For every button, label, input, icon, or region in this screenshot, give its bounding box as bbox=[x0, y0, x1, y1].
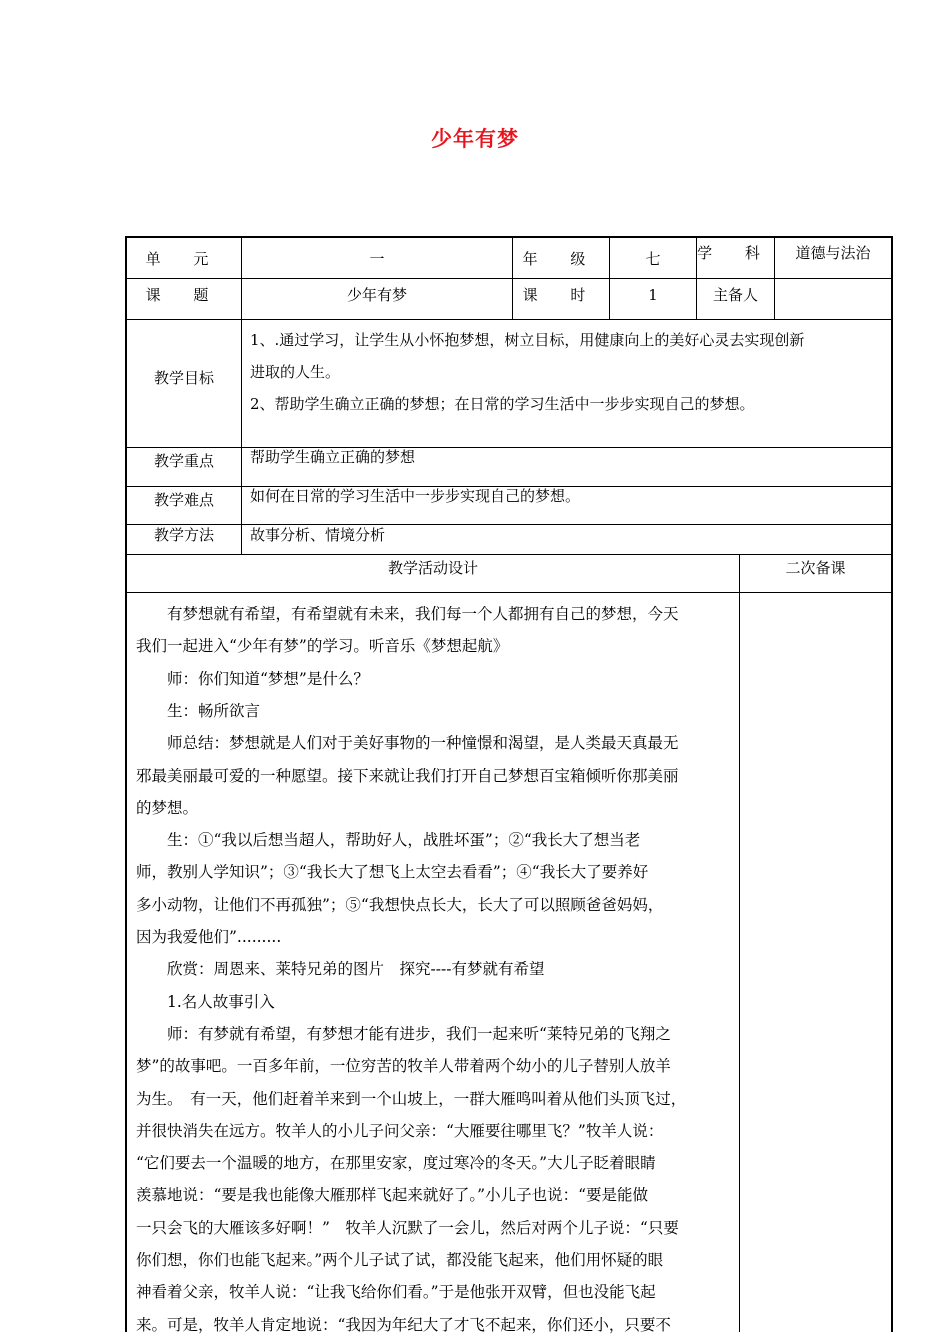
unit-label: 单 元 bbox=[145, 250, 223, 268]
body-line: 邪最美丽最可爱的一种愿望。接下来就让我们打开自己梦想百宝箱倾听你那美丽 bbox=[136, 766, 679, 785]
body-line: 师：你们知道“梦想”是什么？ bbox=[136, 669, 369, 688]
col-line bbox=[241, 236, 242, 554]
topic-label: 课 题 bbox=[145, 286, 223, 304]
subject-label: 学 科 bbox=[697, 244, 774, 262]
body-line: 梦”的故事吧。一百多年前，一位穷苦的牧羊人带着两个幼小的儿子替别人放羊 bbox=[136, 1057, 671, 1076]
row-line bbox=[125, 554, 893, 555]
body-line: 你们想，你们也能飞起来。”两个儿子试了试，都没能飞起来，他们用怀疑的眼 bbox=[136, 1251, 664, 1269]
body-line: “它们要去一个温暖的地方，在那里安家，度过寒冷的冬天。”大儿子眨着眼睛 bbox=[136, 1154, 656, 1173]
body-line: 生：畅所欲言 bbox=[136, 701, 261, 720]
focus-value: 帮助学生确立正确的梦想 bbox=[250, 448, 416, 466]
table-border bbox=[125, 236, 127, 1332]
body-line: 欣赏：周恩来、莱特兄弟的图片 探究----有梦就有希望 bbox=[136, 960, 545, 979]
body-line: 来。可是，牧羊人肯定地说：“我因为年纪大了才飞不起来，你们还小，只要不 bbox=[136, 1315, 671, 1334]
hours-label: 课 时 bbox=[522, 286, 600, 304]
focus-label: 教学重点 bbox=[153, 452, 214, 470]
goals-label: 教学目标 bbox=[153, 369, 214, 387]
body-line: 多小动物，让他们不再孤独”；⑤“我想快点长大，长大了可以照顾爸爸妈妈， bbox=[136, 895, 664, 914]
subject-value: 道德与法治 bbox=[795, 244, 871, 262]
grade-label: 年 级 bbox=[522, 250, 600, 268]
design-header: 教学活动设计 bbox=[387, 559, 478, 577]
table-border bbox=[891, 236, 893, 1332]
body-line: 师：有梦就有希望，有梦想才能有进步，我们一起来听“莱特兄弟的飞翔之 bbox=[136, 1024, 671, 1043]
method-label: 教学方法 bbox=[153, 526, 214, 544]
body-line: 有梦想就有希望，有希望就有未来，我们每一个人都拥有自己的梦想，今天 bbox=[136, 605, 679, 623]
second-prep-header: 二次备课 bbox=[785, 559, 846, 577]
method-value: 故事分析、情境分析 bbox=[250, 526, 386, 544]
body-line: 羡慕地说：“要是我也能像大雁那样飞起来就好了。”小儿子也说：“要是能做 bbox=[136, 1186, 649, 1205]
grade-value: 七 bbox=[645, 250, 661, 268]
body-line: 为生。 有一天，他们赶着羊来到一个山坡上，一群大雁鸣叫着从他们头顶飞过， bbox=[136, 1089, 687, 1108]
col-line bbox=[739, 554, 740, 1332]
difficulty-value: 如何在日常的学习生活中一步步实现自己的梦想。 bbox=[250, 487, 581, 505]
body-line: 并很快消失在远方。牧羊人的小儿子问父亲：“大雁要往哪里飞？”牧羊人说： bbox=[136, 1121, 664, 1140]
body-line: 师总结：梦想就是人们对于美好事物的一种憧憬和渴望，是人类最天真最无 bbox=[136, 734, 679, 753]
row-line bbox=[125, 592, 893, 593]
body-line: 的梦想。 bbox=[136, 798, 199, 817]
body-line: 我们一起进入“少年有梦”的学习。听音乐《梦想起航》 bbox=[136, 637, 509, 656]
goals-line: 2、帮助学生确立正确的梦想；在日常的学习生活中一步步实现自己的梦想。 bbox=[250, 395, 755, 413]
unit-value: 一 bbox=[369, 250, 385, 268]
body-line: 因为我爱他们”......... bbox=[136, 928, 282, 946]
preparer-label: 主备人 bbox=[712, 286, 758, 304]
goals-line: 1、.通过学习，让学生从小怀抱梦想，树立目标，用健康向上的美好心灵去实现创新 bbox=[250, 331, 805, 349]
goals-line: 进取的人生。 bbox=[250, 363, 341, 381]
body-line: 师，教别人学知识”；③“我长大了想飞上太空去看看”；④“我长大了要养好 bbox=[136, 863, 649, 882]
body-line: 一只会飞的大雁该多好啊！” 牧羊人沉默了一会儿，然后对两个儿子说：“只要 bbox=[136, 1218, 679, 1237]
page-title: 少年有梦 bbox=[431, 127, 519, 151]
body-line: 1.名人故事引入 bbox=[136, 992, 275, 1011]
difficulty-label: 教学难点 bbox=[153, 491, 214, 509]
topic-value: 少年有梦 bbox=[346, 286, 407, 304]
body-line: 神看着父亲，牧羊人说：“让我飞给你们看。”于是他张开双臂，但也没能飞起 bbox=[136, 1283, 656, 1302]
body-line: 生：①“我以后想当超人，帮助好人，战胜坏蛋”；②“我长大了想当老 bbox=[136, 831, 641, 850]
hours-value: 1 bbox=[648, 286, 658, 304]
